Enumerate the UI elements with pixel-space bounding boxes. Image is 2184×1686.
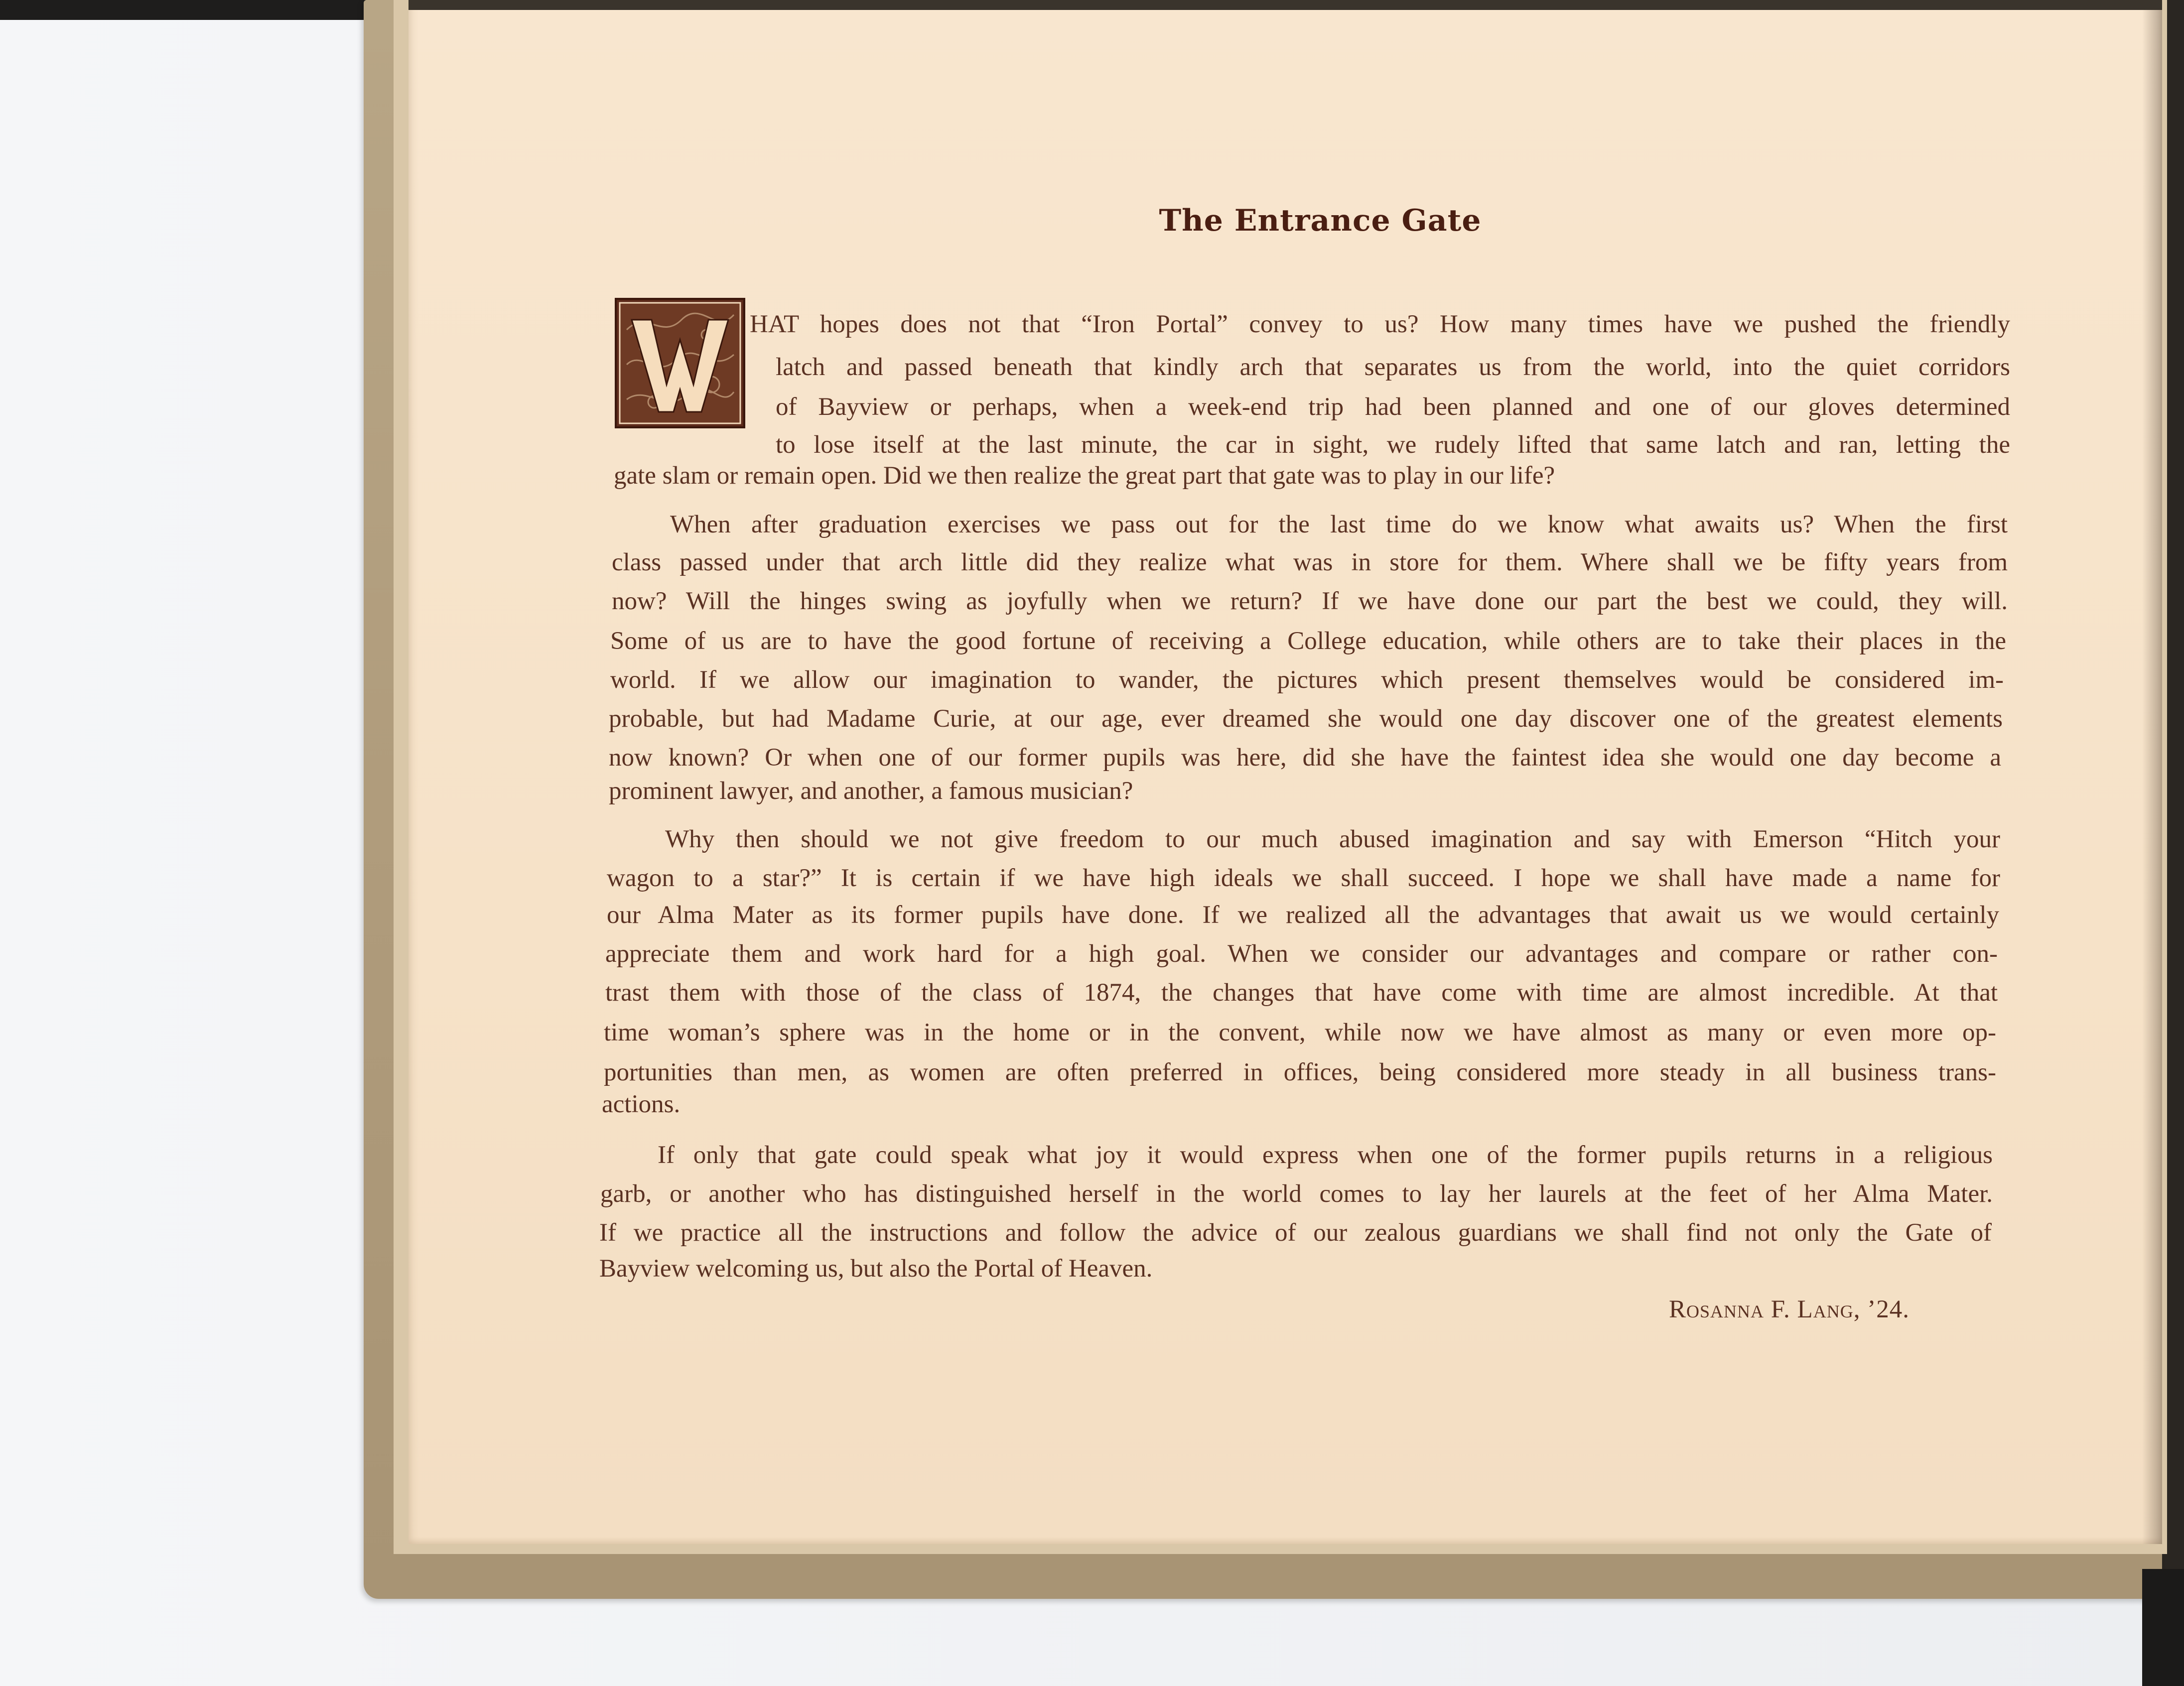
text-line: class passed under that arch little did they realize what was in store for them. Where shall we be fifty years from bbox=[612, 548, 2008, 576]
text-line: gate slam or remain open. Did we then realize the great part that gate was to play in our life? bbox=[614, 462, 1555, 490]
text-line: to lose itself at the last minute, the car in sight, we rudely lifted that same latch and ran, letting the bbox=[776, 431, 2010, 459]
text-line: probable, but had Madame Curie, at our age, ever dreamed she would one day discover one of the greatest elements bbox=[609, 705, 2003, 733]
text-line: Bayview welcoming us, but also the Portal of Heaven. bbox=[599, 1255, 1153, 1283]
text-line: trast them with those of the class of 1874, the changes that have come with time are almost incredible. At that bbox=[605, 979, 1998, 1007]
page-top-edge bbox=[409, 0, 2162, 10]
text-line: HAT hopes does not that “Iron Portal” convey to us? How many times have we pushed the friendly bbox=[750, 310, 2010, 338]
text-line: now known? Or when one of our former pupils was here, did she have the faintest idea she would one day become a bbox=[609, 744, 2001, 772]
text-line: our Alma Mater as its former pupils have done. If we realized all the advantages that await us we would certainly bbox=[607, 901, 1999, 929]
page-gutter-shadow bbox=[2142, 10, 2162, 1544]
text-line: garb, or another who has distinguished herself in the world comes to lay her laurels at the feet of her Alma Mater. bbox=[600, 1180, 1993, 1208]
page-title: The Entrance Gate bbox=[1159, 203, 1482, 238]
text-line: actions. bbox=[602, 1090, 681, 1118]
text-line: If only that gate could speak what joy it would express when one of the former pupils returns in a religious bbox=[658, 1141, 1993, 1169]
author-signature: Rosanna F. Lang, ’24. bbox=[1669, 1296, 1910, 1323]
text-line: Why then should we not give freedom to our much abused imagination and say with Emerson “Hitch your bbox=[665, 825, 2000, 853]
scan-edge-top bbox=[0, 0, 366, 20]
text-line: of Bayview or perhaps, when a week-end trip had been planned and one of our gloves determined bbox=[776, 393, 2010, 421]
text-line: time woman’s sphere was in the home or in the convent, while now we have almost as many or even more op- bbox=[604, 1019, 1996, 1046]
text-line: portunities than men, as women are often preferred in offices, being considered more steady in all business trans- bbox=[604, 1058, 1996, 1086]
text-line: latch and passed beneath that kindly arch that separates us from the world, into the quiet corridors bbox=[776, 353, 2010, 381]
text-line: Some of us are to have the good fortune of receiving a College education, while others are to take their places in the bbox=[610, 627, 2006, 655]
drop-cap-w bbox=[615, 298, 745, 428]
text-line: If we practice all the instructions and follow the advice of our zealous guardians we shall find not only the Gate of bbox=[599, 1219, 1992, 1247]
text-line: wagon to a star?” It is certain if we have high ideals we shall succeed. I hope we shall have made a name for bbox=[607, 864, 2000, 892]
scan-edge-bottom-right bbox=[2142, 1569, 2184, 1686]
text-line: world. If we allow our imagination to wander, the pictures which present themselves would be considered im- bbox=[610, 666, 2004, 694]
text-line: When after graduation exercises we pass out for the last time do we know what awaits us? When the first bbox=[670, 511, 2008, 538]
text-line: now? Will the hinges swing as joyfully when we return? If we have done our part the best we could, they will. bbox=[612, 587, 2008, 615]
text-line: prominent lawyer, and another, a famous musician? bbox=[609, 777, 1133, 805]
text-line: appreciate them and work hard for a high goal. When we consider our advantages and compare or rather con- bbox=[605, 940, 1998, 968]
